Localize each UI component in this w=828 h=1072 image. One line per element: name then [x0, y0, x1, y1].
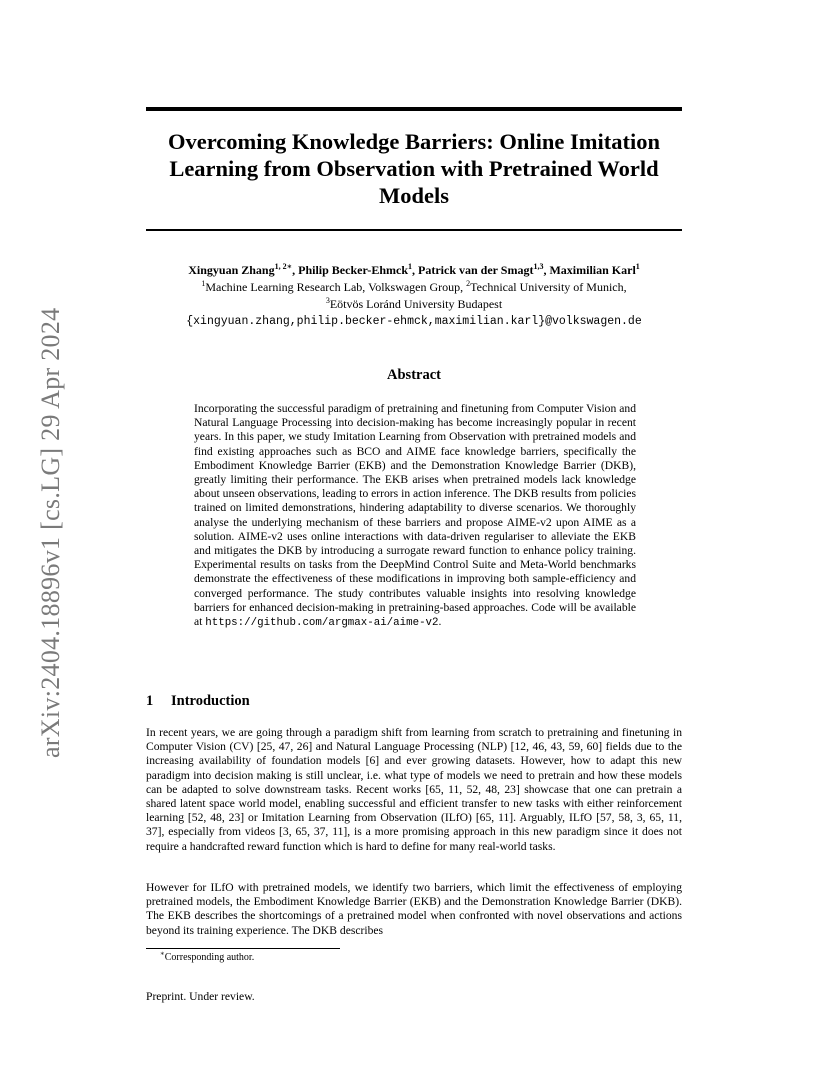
affiliation-3: Eötvös Loránd University Budapest: [329, 297, 503, 311]
code-url-link[interactable]: https://github.com/argmax-ai/aime-v2: [205, 617, 439, 630]
author-names: Xingyuan Zhang$^{1, 2∗}$, Philip Becker-Ehmck$^1$, Patrick van der Smagt$^{1,3}$, Maximilian Karl$^1$: [188, 262, 640, 277]
affil-3-mark: 3: [325, 296, 330, 305]
affil-1-mark: 1: [201, 279, 206, 288]
arxiv-stamp: arXiv:2404.18896v1 [cs.LG] 29 Apr 2024: [36, 307, 65, 758]
title-bottom-rule: [146, 229, 682, 231]
section-heading-introduction: [146, 693, 250, 710]
section-number: 1: [146, 693, 154, 709]
author-emails: {xingyuan.zhang,philip.becker-ehmck,maximilian.karl}@volkswagen.de: [186, 315, 642, 328]
section-title: Introduction: [171, 693, 250, 709]
abstract-body: [194, 402, 636, 630]
author-3-affil: 1,3: [533, 262, 544, 271]
author-1-affil: 1, 2∗: [274, 262, 293, 271]
intro-paragraph-1: In recent years, we are going through a paradigm shift from learning from scratch to pretraining and finetuning in Computer Vision (CV) [25, 47, 26] and Natural Language Processing (NLP) [12, 46, 43, 59, 60] fields due to the increasing availability of foundation models [6] and ever growing datasets. However, how to adapt this new paradigm into decision making is still unclear, i.e. what type of models we need to pretrain and how these models can be adapted to solve downstream tasks. Recent works [65, 11, 52, 48, 23] showcase that one can pretrain a shared latent space world model, enabling successful and efficient transfer to new tasks with either reinforcement learning [52, 48, 23] or Imitation Learning from Observation (ILfO) [65, 11]. Arguably, ILfO [57, 58, 3, 65, 11, 37], especially from videos [3, 65, 37, 11], is a more promising approach in this new paradigm since it does not require a handcrafted reward function which is hard to define for many real-world tasks.: [146, 726, 682, 853]
footnote-text: Corresponding author.: [164, 952, 255, 963]
author-3: Patrick van der Smagt: [418, 263, 534, 277]
footnote-rule: [146, 948, 340, 949]
author-4: Maximilian Karl: [549, 263, 636, 277]
preprint-notice: Preprint. Under review.: [146, 990, 255, 1003]
title-top-rule: [146, 107, 682, 111]
affiliation-1: Machine Learning Research Lab, Volkswagen Group,: [205, 280, 467, 294]
author-4-affil: 1: [635, 262, 640, 271]
abstract-heading: Abstract: [387, 367, 441, 383]
abstract-end: .: [438, 615, 442, 629]
abstract-text: Incorporating the successful paradigm of pretraining and finetuning from Computer Vision and Natural Language Processing into decision-making has become increasingly popular in recent years. In this paper, we study Imitation Learning from Observation with pretrained models and find existing approaches such as BCO and AIME face knowledge barriers, specifically the Embodiment Knowledge Barrier (EKB) and the Demonstration Knowledge Barrier (DKB), greatly limiting their performance. The EKB arises when pretrained models lack knowledge about unseen observations, leading to errors in action inference. The DKB results from policies trained on limited demonstrations, hindering adaptability to diverse scenarios. We thoroughly analyse the underlying mechanism of these barriers and propose AIME-v2 upon AIME as a solution. AIME-v2 uses online interactions with data-driven regulariser to alleviate the EKB and mitigates the DKB by introducing a surrogate reward function to enhance policy training. Experimental results on tasks from the DeepMind Control Suite and Meta-World benchmarks demonstrate the effectiveness of these modifications in improving both sample-efficiency and converged performance. The study contributes valuable insights into resolving knowledge barriers for enhanced decision-making in pretraining-based approaches. Code will be available at: [194, 402, 636, 629]
paper-title: Overcoming Knowledge Barriers: Online Imitation Learning from Observation with Pretrained World Models: [167, 129, 661, 208]
author-2-affil: 1: [408, 262, 413, 271]
affil-2-mark: 2: [466, 279, 471, 288]
author-block: [120, 262, 708, 330]
author-2: Philip Becker-Ehmck: [298, 263, 409, 277]
footnote-mark: ∗: [160, 949, 165, 958]
affiliation-2: Technical University of Munich,: [470, 280, 627, 294]
intro-paragraph-2: However for ILfO with pretrained models, we identify two barriers, which limit the effectiveness of employing pretrained models, the Embodiment Knowledge Barrier (EKB) and the Demonstration Knowledge Barrier (DKB). The EKB describes the shortcomings of a pretrained model when confronted with novel observations and actions beyond its training experience. The DKB describes: [146, 881, 682, 937]
footnote: [160, 949, 255, 963]
affiliation-line-2: [120, 296, 708, 313]
affiliation-line-1: [120, 279, 708, 296]
author-1: Xingyuan Zhang: [188, 263, 275, 277]
